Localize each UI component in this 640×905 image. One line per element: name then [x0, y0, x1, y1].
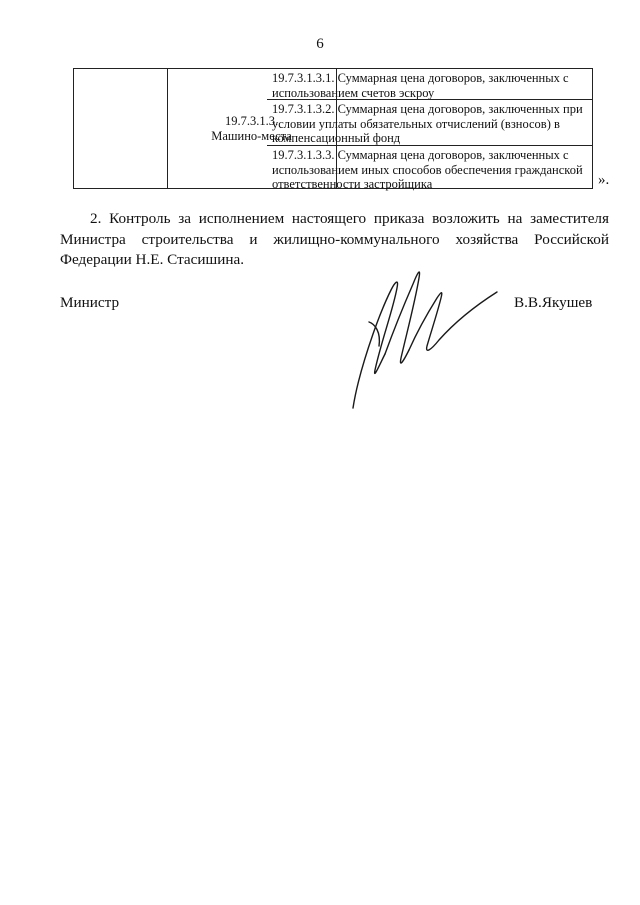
- table-subrows: [267, 69, 592, 191]
- closing-quote: ».: [598, 172, 610, 188]
- table-empty-column: [74, 69, 168, 188]
- page-number: 6: [316, 36, 324, 52]
- table-subrow: 19.7.3.1.3.1. Суммарная цена договоров, заключенных с использованием счетов эскроу: [272, 71, 569, 100]
- row-label-code: 19.7.3.1.3.: [224, 113, 279, 128]
- indicator-table: [73, 68, 593, 189]
- signer-title: Министр: [60, 294, 120, 311]
- table-subrow: 19.7.3.1.3.2. Суммарная цена договоров, заключенных при условии уплаты обязательных отчислений (взносов) в компенсационный фонд: [267, 99, 592, 145]
- signer-name: В.В.Якушев: [514, 294, 593, 311]
- handwritten-signature: [345, 262, 505, 412]
- table-subrow: 19.7.3.1.3.3. Суммарная цена договоров, заключенных с использованием иных способов обеспечения гражданской ответственности застройщика: [267, 145, 592, 189]
- control-paragraph: 2. Контроль за исполнением настоящего приказа возложить на заместителя Министра строительства и жилищно-коммунального хозяйства Российской Федерации Н.Е. Стасишина.: [60, 210, 609, 268]
- row-label-name: Машино-места: [211, 128, 292, 143]
